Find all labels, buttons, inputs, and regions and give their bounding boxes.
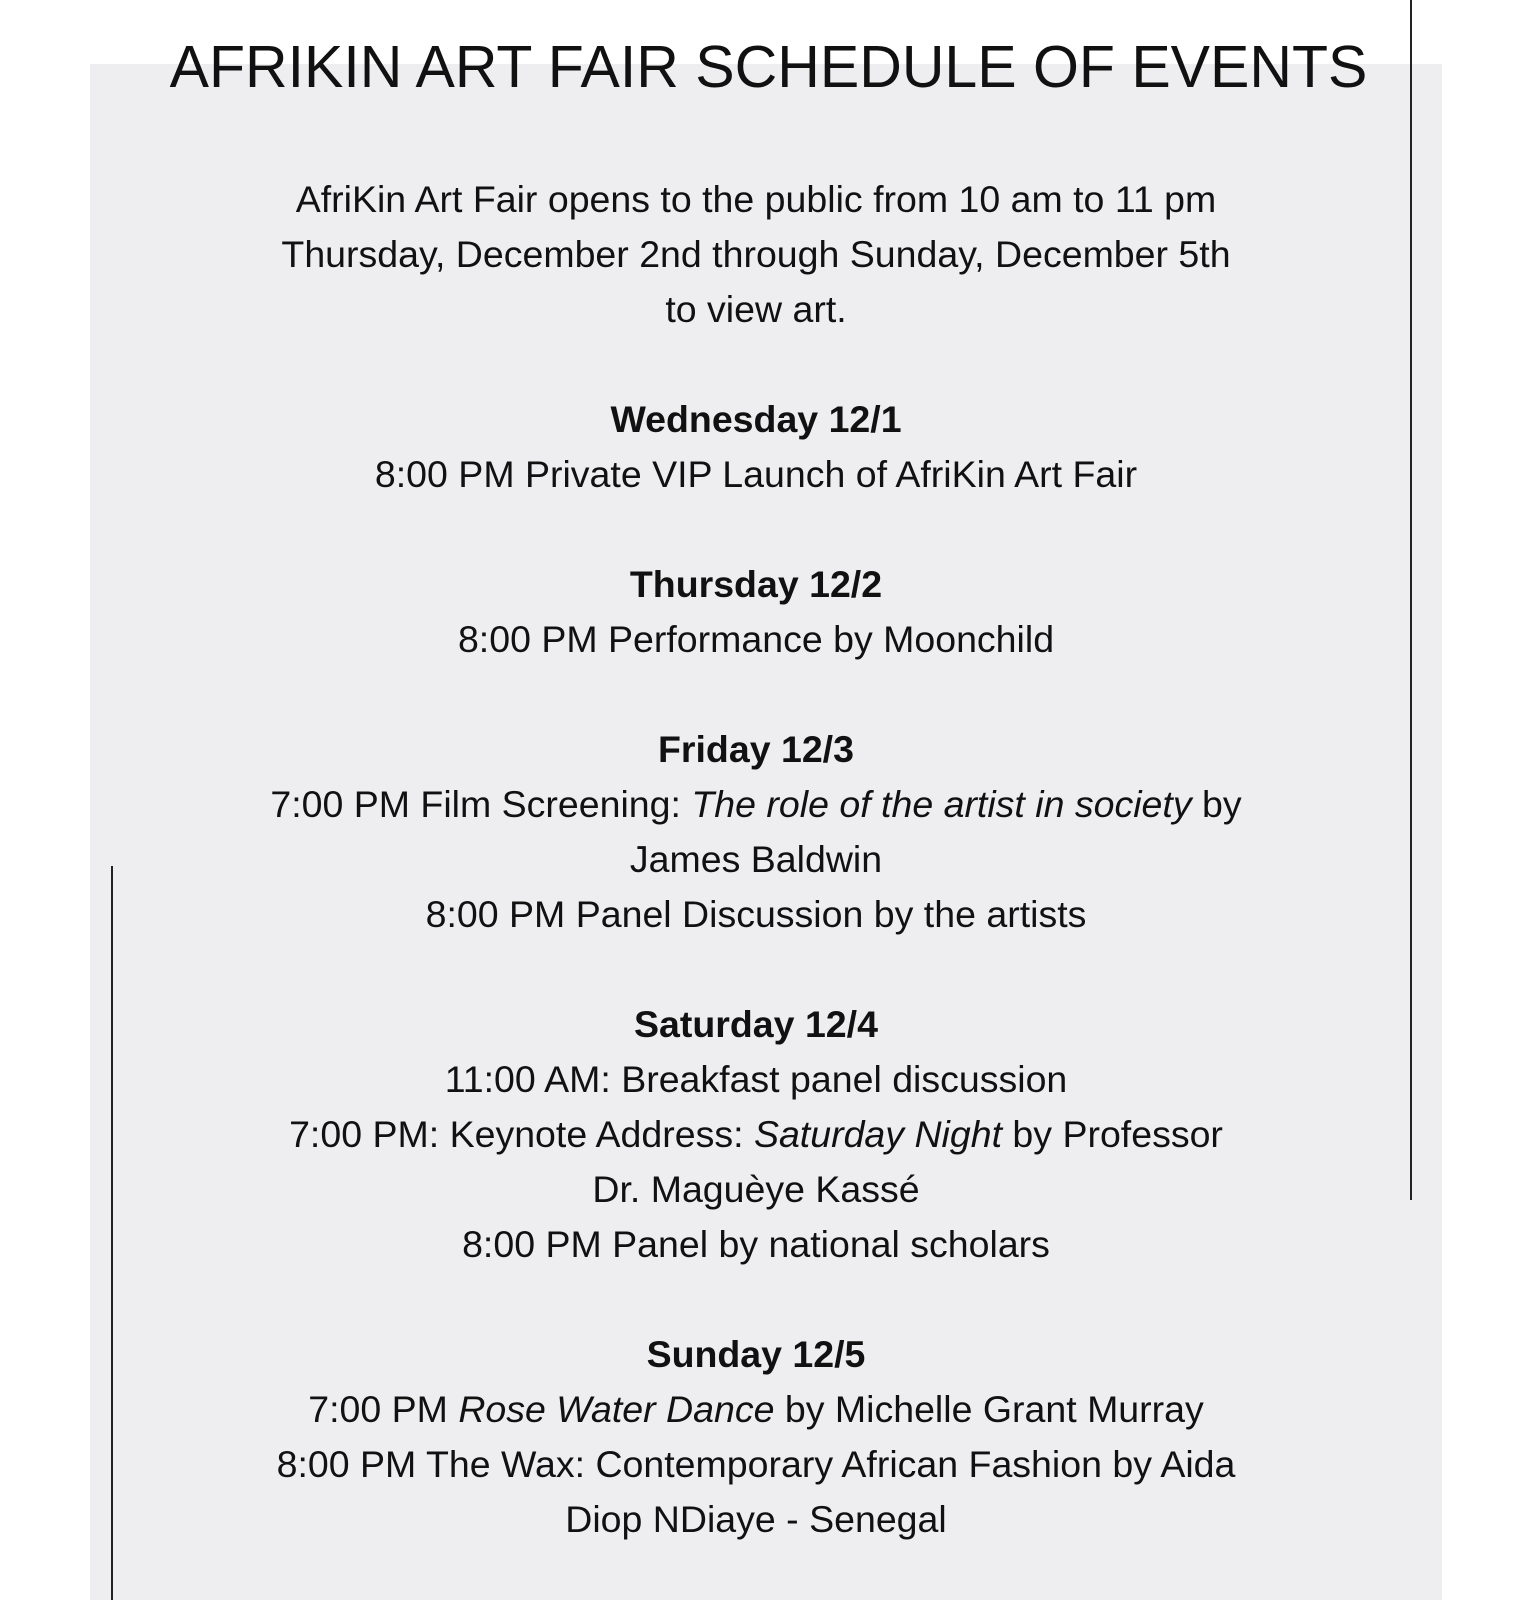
event-line: 8:00 PM Panel Discussion by the artists (425, 893, 1087, 935)
intro-line: AfriKin Art Fair opens to the public from 10 am to 11 pm (295, 178, 1217, 220)
decorative-rule-right (1410, 0, 1412, 1200)
spacer (200, 1272, 1312, 1327)
spacer (200, 337, 1312, 392)
event-text: 7:00 PM: Keynote Address: (289, 1113, 754, 1155)
event-text: by Michelle Grant Murray (774, 1388, 1204, 1430)
event-text: by (1191, 783, 1242, 825)
spacer (200, 502, 1312, 557)
intro-text (200, 172, 1312, 337)
film-title: The role of the artist in society (691, 783, 1192, 825)
day-heading: Friday 12/3 (658, 728, 854, 770)
intro-line: Thursday, December 2nd through Sunday, December 5th (281, 233, 1231, 275)
schedule-content (200, 172, 1312, 1547)
event-line: James Baldwin (629, 838, 883, 880)
day-heading: Sunday 12/5 (646, 1333, 866, 1375)
day-thursday (200, 557, 1312, 667)
spacer (200, 942, 1312, 997)
day-wednesday (200, 392, 1312, 502)
event-line (200, 1382, 1312, 1437)
dance-title: Rose Water Dance (458, 1388, 775, 1430)
event-line: 8:00 PM Performance by Moonchild (457, 618, 1055, 660)
intro-line: to view art. (665, 288, 847, 330)
day-heading: Saturday 12/4 (634, 1003, 878, 1045)
event-text: 7:00 PM (308, 1388, 459, 1430)
event-text: 7:00 PM Film Screening: (270, 783, 692, 825)
event-line: 8:00 PM The Wax: Contemporary African Fashion by Aida (276, 1443, 1236, 1485)
event-line: Dr. Maguèye Kassé (592, 1168, 920, 1210)
decorative-rule-left (111, 866, 113, 1600)
day-sunday (200, 1327, 1312, 1547)
event-line: Diop NDiaye - Senegal (565, 1498, 947, 1540)
page-title: AFRIKIN ART FAIR SCHEDULE OF EVENTS (169, 34, 1368, 100)
event-line (200, 1107, 1312, 1162)
event-line: 8:00 PM Private VIP Launch of AfriKin Art Fair (374, 453, 1138, 495)
event-text: by Professor (1002, 1113, 1223, 1155)
spacer (200, 667, 1312, 722)
day-friday (200, 722, 1312, 942)
event-line: 11:00 AM: Breakfast panel discussion (444, 1058, 1068, 1100)
day-heading: Wednesday 12/1 (610, 398, 902, 440)
day-saturday (200, 997, 1312, 1272)
event-line: 8:00 PM Panel by national scholars (462, 1223, 1050, 1265)
event-line (200, 777, 1312, 832)
keynote-title: Saturday Night (753, 1113, 1002, 1155)
day-heading: Thursday 12/2 (629, 563, 883, 605)
